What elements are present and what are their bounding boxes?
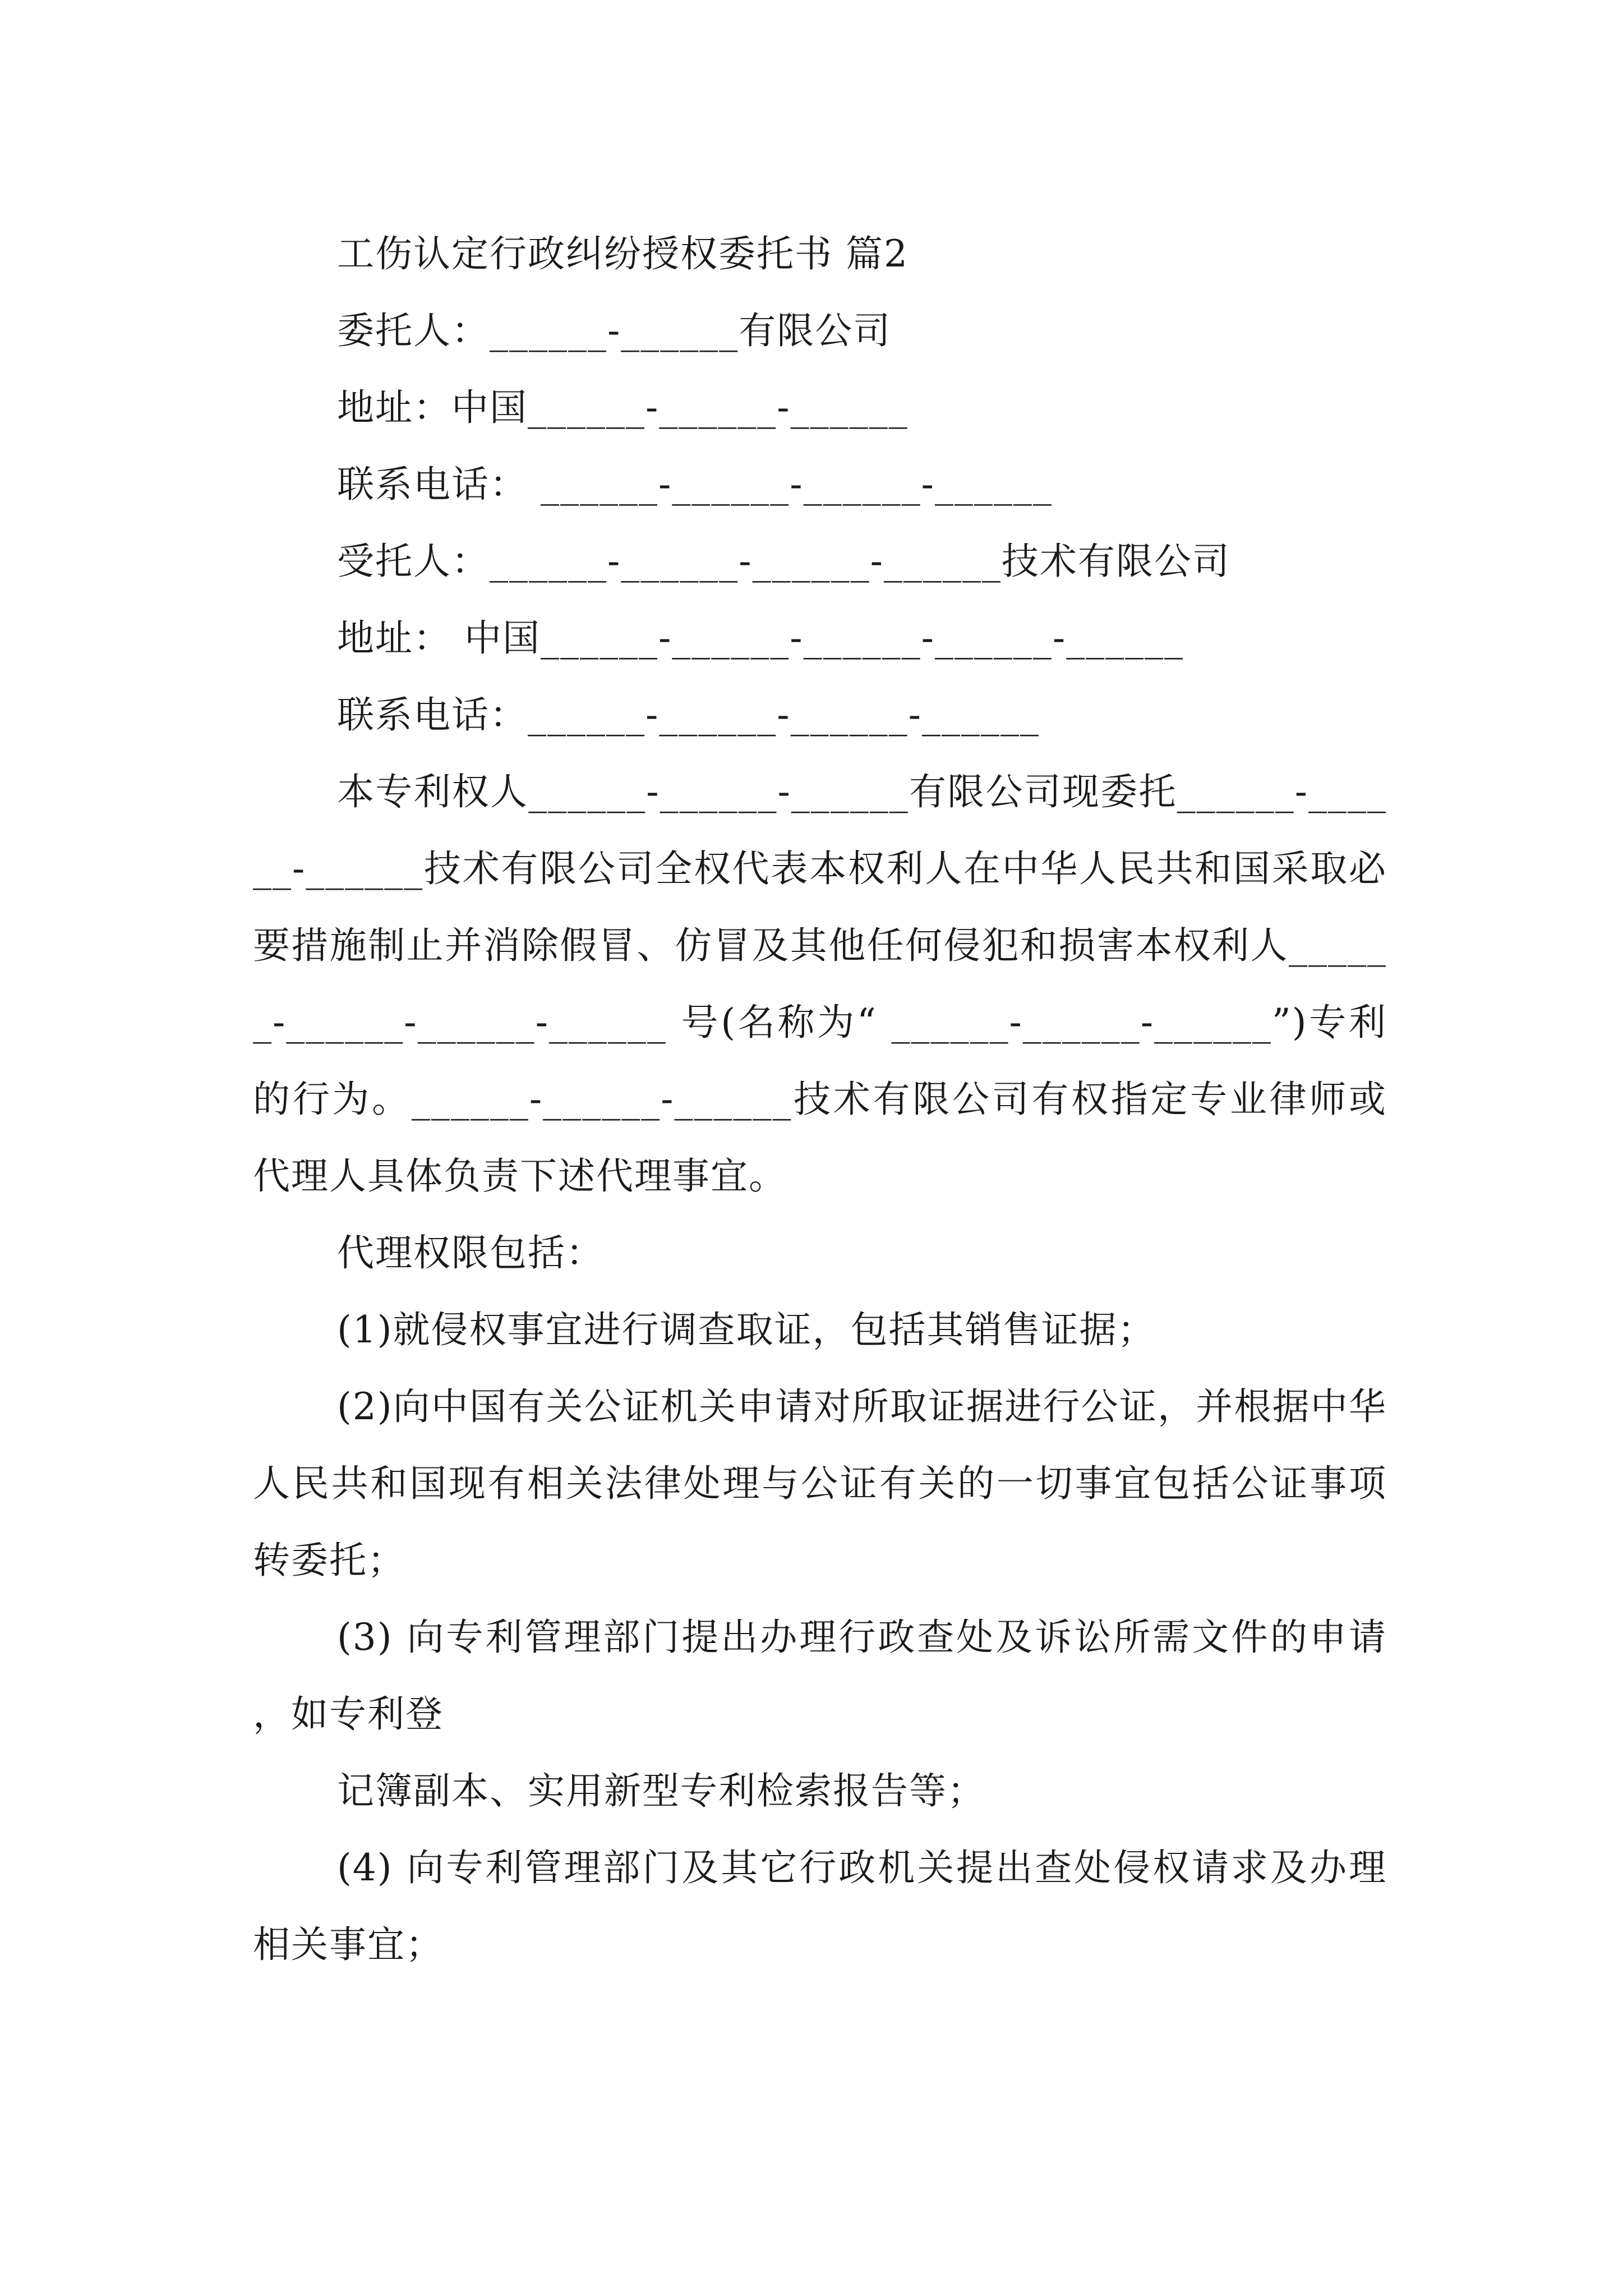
agent-address-line: 地址： 中国______-______-______-______-______ xyxy=(337,616,1184,660)
main-paragraph: 本专利权人______-______-______有限公司现委托______-______-______技术有限公司全权代表本权利人在中华人民共和国采取必要措施制止并消除假冒、仿冒及其他任何侵犯和损害本权利人______-______-______-______ 号(名称为“ ______-______-______”)专利的行为。______-______-______技术有限公司有权指定专业律师或代理人具体负责下述代理事宜。 xyxy=(253,770,1387,1198)
scope-item-3-continued: 记簿副本、实用新型专利检索报告等； xyxy=(337,1769,985,1812)
scope-heading: 代理权限包括： xyxy=(337,1231,604,1274)
scope-item-2: (2)向中国有关公证机关申请对所取证据进行公证，并根据中华人民共和国现有相关法律处理与公证有关的一切事宜包括公证事项转委托； xyxy=(253,1385,1387,1582)
principal-address-line: 地址：中国______-______-______ xyxy=(337,386,909,429)
principal-line: 委托人：______-______有限公司 xyxy=(337,309,892,352)
agent-line: 受托人：______-______-______-______技术有限公司 xyxy=(337,540,1230,583)
scope-item-1: (1)就侵权事宜进行调查取证，包括其销售证据； xyxy=(337,1308,1156,1351)
document-title: 工伤认定行政纠纷授权委托书 篇2 xyxy=(337,232,909,275)
scope-item-3: (3) 向专利管理部门提出办理行政查处及诉讼所需文件的申请，如专利登 xyxy=(253,1616,1387,1736)
document-body xyxy=(253,215,1387,1983)
agent-phone-line: 联系电话：______-______-______-______ xyxy=(337,693,1040,737)
principal-phone-line: 联系电话： ______-______-______-______ xyxy=(337,463,1053,506)
scope-item-4: (4) 向专利管理部门及其它行政机关提出查处侵权请求及办理相关事宜； xyxy=(253,1846,1387,1966)
